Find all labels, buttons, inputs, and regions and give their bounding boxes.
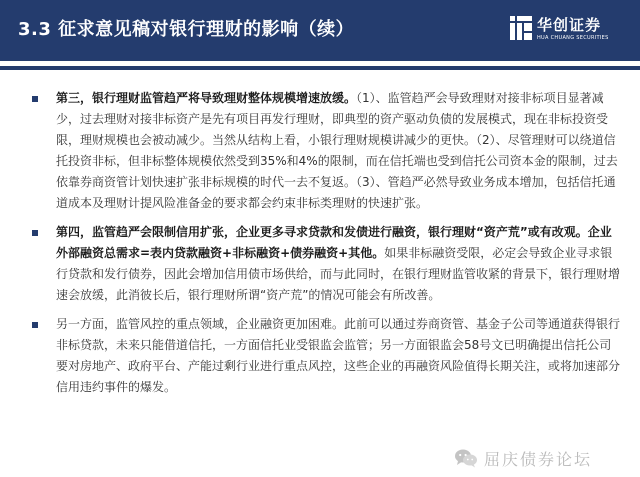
- slide-header: [0, 0, 640, 61]
- logo-name-en: HUA CHUANG SECURITIES: [537, 35, 609, 41]
- square-bullet-icon: [32, 322, 38, 328]
- square-bullet-icon: [32, 230, 38, 236]
- header-divider: [0, 66, 640, 70]
- slide-title: 3.3 征求意见稿对银行理财的影响（续）: [18, 19, 355, 40]
- watermark: [454, 446, 592, 470]
- company-logo: [510, 12, 630, 50]
- square-bullet-icon: [32, 96, 38, 102]
- paragraph-text: 另一方面，监管风控的重点领域，企业融资更加困难。此前可以通过券商资管、基金子公司等通道获得银行非标贷款，未来只能借道信托，一方面信托业受银监会监管；另一方面银监会58号文已明确提出信托公司要对房地产、政府平台、产能过剩行业进行重点风控，这些企业的再融资风险值得长期关注，或将加速部分信用违约事件的爆发。: [56, 317, 621, 394]
- logo-name-cn: 华创证券: [537, 16, 602, 34]
- watermark-text: 屈庆债券论坛: [484, 449, 593, 469]
- paragraph-other-side: [0, 314, 640, 398]
- paragraph-text: 如果非标融资受限，必定会导致企业寻求银行贷款和发行债券，因此会增加信用债市场供给，而与此同时，在银行理财监管收紧的背景下，银行理财增速会放缓，此消彼长后，银行理财所谓“资产荒”的情况可能会有所改善。: [56, 246, 621, 302]
- paragraph-text: （1）、监管趋严会导致理财对接非标项目显著减少，过去理财对接非标资产是先有项目再发行理财，即典型的资产驱动负债的发展模式，现在非标投资受限，理财规模也会被动减少。当然从结构上看，小银行理财规模讲减少的更快。（2）、尽管理财可以绕道信托投资非标，但非标整体规模依然受到35%和4%的限制，而在信托端也受到信托公司资本金的限制，过去依靠券商资管计划快速扩张非标规模的时代一去不复返。（3）、管趋严必然导致业务成本增加，包括信托通道成本及理财计提风险准备金的要求都会约束非标类理财的快速扩张。: [56, 91, 618, 210]
- slide-body: [0, 88, 640, 406]
- paragraph-lead: 第四，监管趋严会限制信用扩张，企业更多寻求贷款和发债进行融资，银行理财“资产荒”或有改观。企业外部融资总需求=表内贷款融资+非标融资+债券融资+其他。: [56, 225, 612, 260]
- paragraph-third: [0, 88, 640, 214]
- wechat-icon: [454, 448, 478, 468]
- paragraph-lead: 第三，银行理财监管趋严将导致理财整体规模增速放缓。: [56, 91, 357, 105]
- logo-mark-icon: [510, 16, 532, 40]
- paragraph-fourth: [0, 222, 640, 306]
